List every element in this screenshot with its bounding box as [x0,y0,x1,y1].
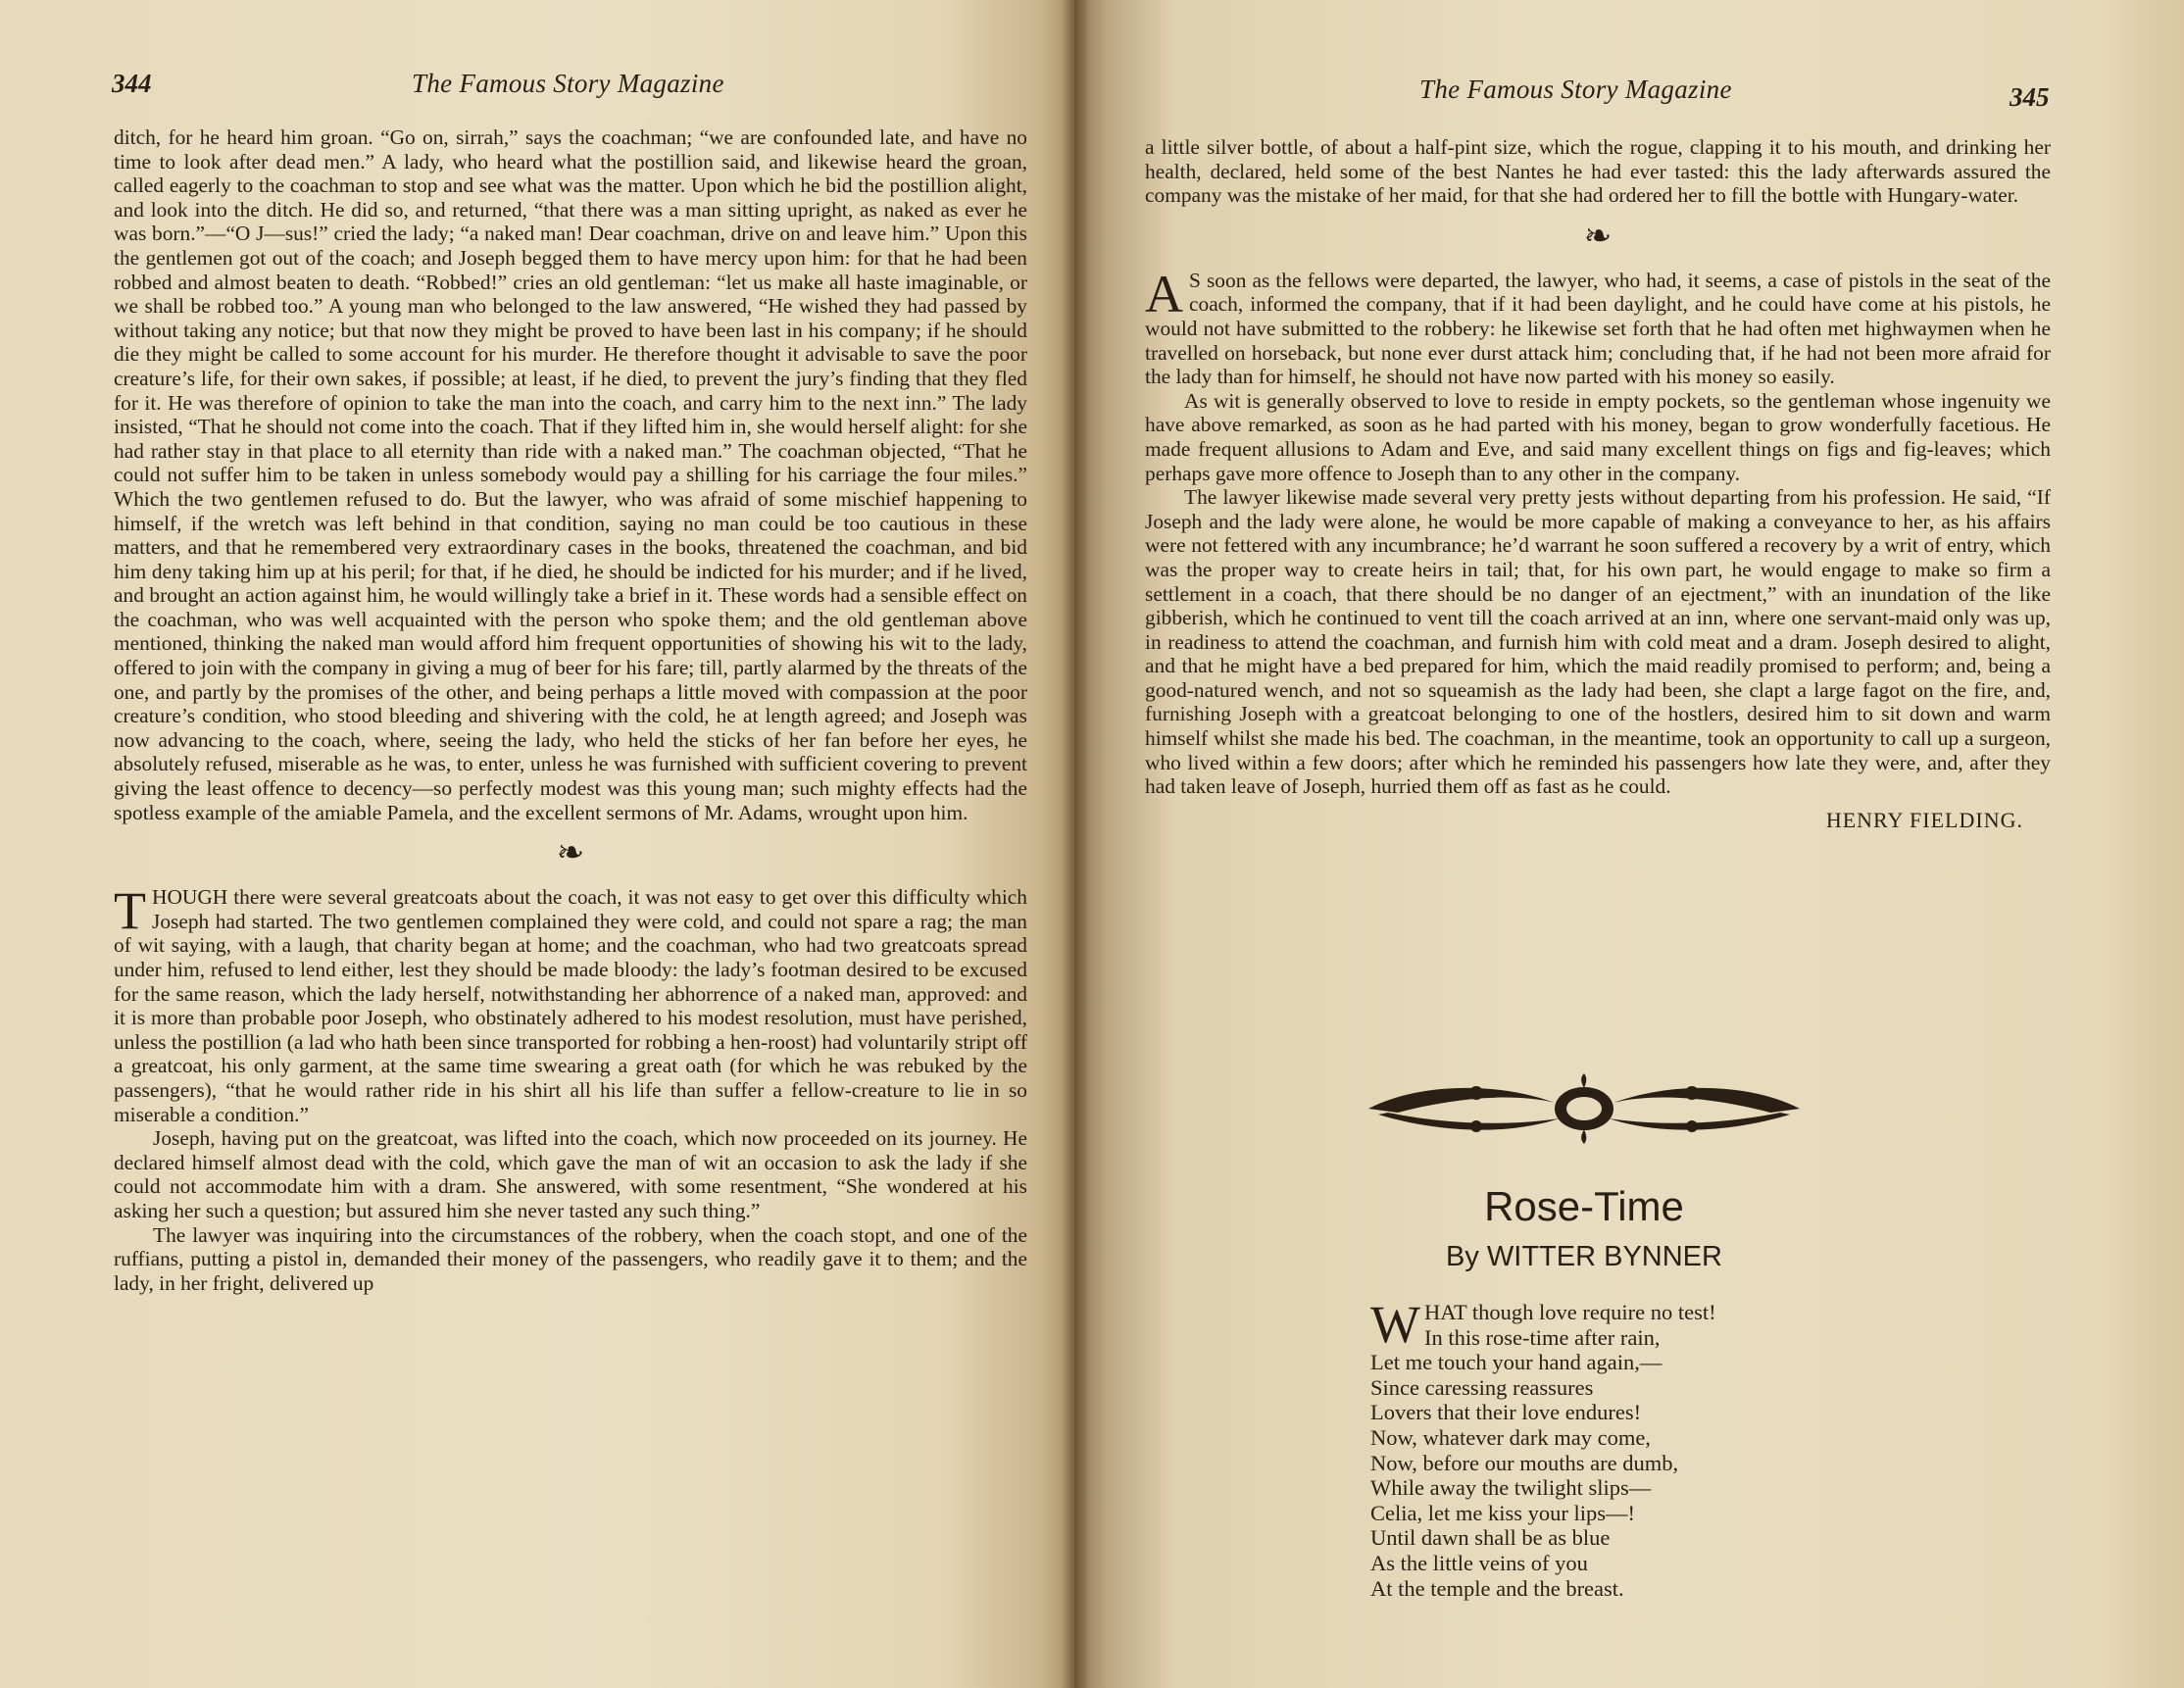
section-ornament: ❧ [556,835,585,872]
right-text-column [1145,135,2051,832]
paragraph-text: S soon as the fellows were departed, the lawyer, who had, it seems, a case of pistols in the seat of the coach, informed the company, that if it had been daylight, and he could have come at his pistols, he would not have submitted to the robbery: he likewise set forth that he had often met highwaymen when he travelled on horseback, but none ever durst attack him; concluding that, if he had not been more afraid for the lady than for himself, he should not have now parted with his money so easily. [1145,268,2051,389]
page-number: 345 [2010,82,2050,112]
paragraph: The lawyer likewise made several very pretty jests without departing from his profession. He said, “If Joseph and the lady were alone, he would be more capable of making a conveyance to her, as his affairs were not fettered with any incumbrance; he’d warrant he soon suffered a recovery by a writ of entry, which was the proper way to create heirs in tail; that, for his own part, he would engage to make so firm a settlement in a coach, that there should be no danger of an ejectment,” with an inundation of the like gibberish, which he continued to vent till the coach arrived at an inn, where one servant-maid only was up, in readiness to attend the coachman, and furnish him with cold meat and a dram. Joseph desired to alight, and that he might have a bed prepared for him, which the maid readily promised to perform; and, being a good-natured wench, and not so squeamish as the lady had been, she clapt a large fagot on the fire, and, furnishing Joseph with a greatcoat belonging to one of the hostlers, desired him to sit down and warm himself whilst she made his bed. The coachman, in the meantime, took an opportunity to call up a surgeon, who lived within a few doors; after which he reminded his passengers how late they were, and, after they had taken leave of Joseph, hurried them off as fast as he could. [1145,485,2051,799]
paragraph: The lawyer was inquiring into the circumstances of the robbery, when the coach stopt, and one of the ruffians, putting a pistol in, demanded their money of the passengers, who readily gave it to them; and the lady, in her fright, delivered up [114,1222,1027,1295]
poem-line: Let me touch your hand again,— [1370,1350,1663,1375]
poem-line: Lovers that their love endures! [1370,1400,1642,1425]
floral-headpiece [1359,1064,1810,1154]
drop-cap: A [1145,264,1183,323]
poem-line: Now, whatever dark may come, [1370,1424,1651,1450]
left-page [0,0,1074,1688]
poem-line: Since caressing reassures [1370,1374,1594,1400]
poem-line: HAT though love require no test! [1423,1300,1716,1324]
page-number: 344 [112,69,152,98]
left-text-column [114,125,1027,1295]
poem-line: Until dawn shall be as blue [1370,1525,1611,1551]
paragraph: a little silver bottle, of about a half-pint size, which the rogue, clapping it to his mouth, and drinking her health, declared, held some of the best Nantes he had ever tasted: this the lady afterwards assured the company was the mistake of her maid, for that she had ordered her to fill the bottle with Hungary-water. [1145,135,2051,208]
poem-byline: By WITTER BYNNER [1446,1241,1722,1272]
right-page [1074,0,2184,1688]
book-gutter [1061,0,1090,1688]
poem-line: While away the twilight slips— [1370,1475,1652,1501]
paragraph-text: HOUGH there were several greatcoats about the coach, it was not easy to get over this difficulty which Joseph had started. The two gentlemen complained they were cold, and could not spare a rag; the man of wit saying, with a laugh, that charity began at home; and the coachman, who had two greatcoats spread under him, refused to lend either, lest they should be made bloody: the lady’s footman desired to be excused for the same reason, which the lady herself, notwithstanding her abhorrence of a naked man, approved: and it is more than probable poor Joseph, who obstinately adhered to his modest resolution, must have perished, unless the postillion (a lad who hath been since transported for robbing a hen-roost) had voluntarily stript off a greatcoat, his only garment, at the same time swearing a great oath (for which he was rebuked by the passengers), “that he would rather ride in his shirt all his life than suffer a fellow-creature to lie in so miserable a condition.” [114,885,1027,1126]
poem-title: Rose-Time [1484,1183,1684,1229]
paragraph [1145,264,2051,389]
poem-line: At the temple and the breast. [1370,1575,1624,1601]
drop-cap: T [114,881,146,941]
running-head: The Famous Story Magazine [1419,74,1732,104]
poem-line: As the little veins of you [1370,1550,1588,1575]
author-signature: HENRY FIELDING. [1825,807,2023,832]
drop-cap: W [1370,1295,1420,1354]
section-ornament: ❧ [1583,218,1613,255]
paragraph: Joseph, having put on the greatcoat, was lifted into the coach, which now proceeded on its journey. He declared himself almost dead with the cold, which gave the man of wit an occasion to ask the lady if she could not accommodate him with a dram. She answered, with some resentment, “She wondered at his asking her such a question; but assured him she never tasted any such thing.” [114,1126,1027,1222]
running-head: The Famous Story Magazine [412,69,724,98]
paragraph: As wit is generally observed to love to reside in empty pockets, so the gentleman whose ingenuity we have above remarked, as soon as he had parted with his money, began to grow wonderfully facetious. He made frequent allusions to Adam and Eve, and said many excellent things on figs and fig-leaves; which perhaps gave more offence to Joseph than to any other in the company. [1145,388,2051,485]
poem-line: Celia, let me kiss your lips—! [1370,1500,1635,1525]
poem-line: In this rose-time after rain, [1423,1324,1661,1350]
paragraph: ditch, for he heard him groan. “Go on, sirrah,” says the coachman; “we are confounded late, and have no time to look after dead men.” A lady, who heard what the postillion said, and likewise heard the groan, called eagerly to the coachman to stop and see what was the matter. Upon which he bid the postillion alight, and look into the ditch. He did so, and returned, “that there was a man sitting upright, as naked as ever he was born.”—“O J—sus!” cried the lady; “a naked man! Dear coachman, drive on and leave him.” Upon this the gentlemen got out of the coach; and Joseph begged them to have mercy upon him: for that he had been robbed and almost beaten to death. “Robbed!” cries an old gentleman: “let us make all haste imaginable, or we shall be robbed too.” A young man who belonged to the law answered, “He wished they had passed by without taking any notice; but that now they might be proved to have been last in his company; if he should die they might be called to some account for his murder. He therefore thought it advisable to save the poor creature’s life, for their own sakes, if possible; at least, if he died, to prevent the jury’s finding that they fled for it. He was therefore of opinion to take the man into the coach, and carry him to the next inn.” The lady insisted, “That he should not come into the coach. That if they lifted him in, she would herself alight: for she had rather stay in that place to all eternity than ride with a naked man.” The coachman objected, “That he could not suffer him to be taken in unless somebody would pay a shilling for his carriage the four miles.” Which the two gentlemen refused to do. But the lawyer, who was afraid of some mischief happening to himself, if the wretch was left behind in that condition, saying no man could be too cautious in these matters, and that he remembered very extraordinary cases in the books, threatened the coachman, and bid him deny taking him up at his peril; for that, if he died, he should be indicted for his murder; and if he lived, and brought an action against him, he would willingly take a brief in it. These words had a sensible effect on the coachman, who was well acquainted with the person who spoke them; and the old gentleman above mentioned, thinking the naked man would afford him frequent opportunities of showing his wit to the lady, offered to join with the company in giving a mug of beer for his fare; till, partly alarmed by the threats of the one, and partly by the promises of the other, and being perhaps a little moved with compassion at the poor creature’s condition, who stood bleeding and shivering with the cold, he at length agreed; and Joseph was now advancing to the coach, where, seeing the lady, who held the sticks of her fan before her eyes, he absolutely refused, miserable as he was, to enter, unless he was furnished with sufficient covering to prevent giving the least offence to decency—so perfectly modest was this young man; such mighty effects had the spotless example of the amiable Pamela, and the excellent sermons of Mr. Adams, wrought upon him. [114,125,1027,824]
paragraph [114,881,1027,1126]
poem-line: Now, before our mouths are dumb, [1370,1450,1679,1475]
poem [1370,1295,1880,1601]
